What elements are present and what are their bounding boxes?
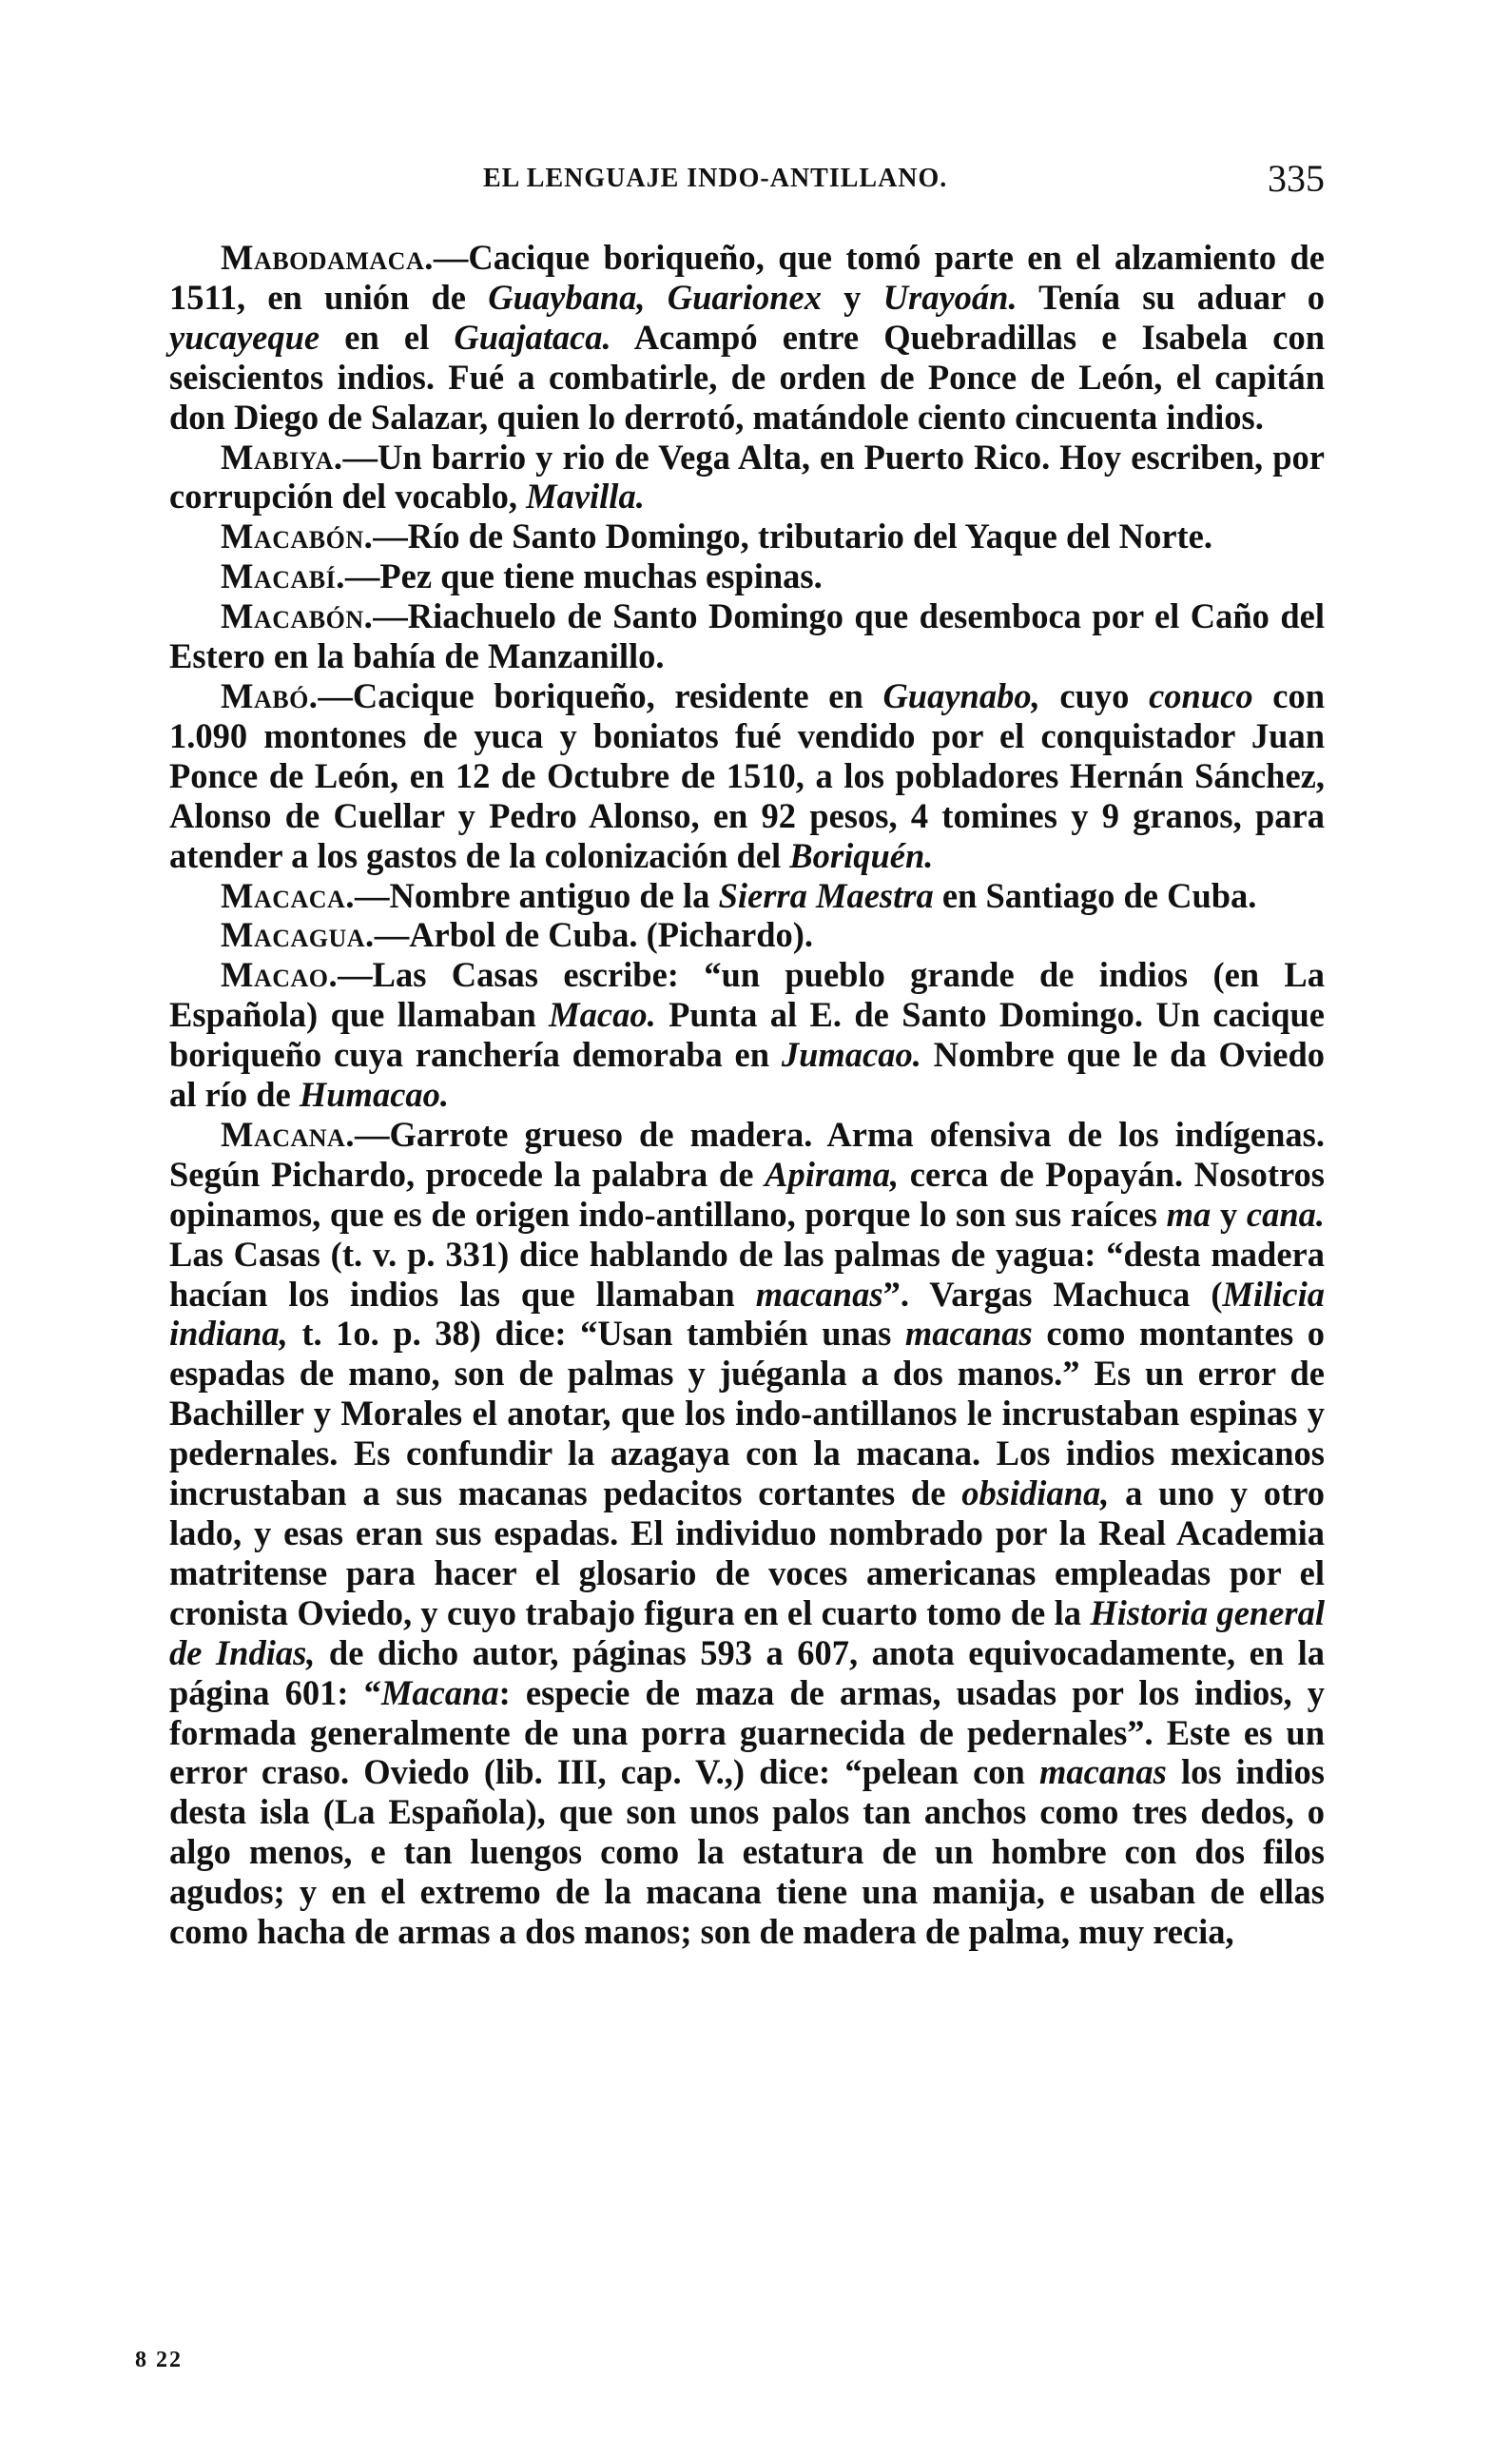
dictionary-entry bbox=[169, 1115, 1325, 1952]
entry-text: —Un barrio y rio de Vega Alta, en Puerto Rico. Hoy escriben, por corrupción del vocablo, bbox=[169, 437, 1325, 517]
italic-term: macanas bbox=[755, 1274, 883, 1314]
dictionary-entry bbox=[169, 556, 1325, 596]
italic-term: Guaynabo, bbox=[882, 675, 1040, 715]
page-number: 335 bbox=[1268, 157, 1325, 200]
entry-headword: Mabó. bbox=[221, 675, 319, 715]
running-title: EL LENGUAJE INDO-ANTILLANO. bbox=[483, 164, 948, 193]
entry-text: Nombre que le da Oviedo al río de bbox=[169, 1035, 1325, 1115]
entry-text: —Las Casas escribe: “un pueblo grande de indios (en La Española) que llamaban bbox=[169, 955, 1325, 1035]
italic-term: Guajataca. bbox=[454, 317, 611, 357]
entry-headword: Mabodamaca. bbox=[221, 238, 434, 277]
dictionary-entry bbox=[169, 438, 1325, 517]
italic-term: macanas bbox=[1038, 1752, 1167, 1792]
dictionary-entry bbox=[169, 915, 1325, 955]
entry-text: los indios desta isla (La Española), que son unos palos tan anchos como tres dedos, o algo menos, e tan luengos como la estatura de un hombre con dos filos agudos; y en el extremo de la macana tiene una manija, e usaban de ellas como hacha de armas a dos manos; son de madera de palma, muy recia, bbox=[169, 1752, 1325, 1952]
italic-term: conuco bbox=[1149, 675, 1253, 715]
italic-term: Jumacao. bbox=[781, 1035, 921, 1075]
entry-text: en el bbox=[320, 317, 455, 357]
running-head bbox=[169, 157, 1325, 202]
entry-text: y bbox=[1211, 1194, 1247, 1234]
entry-text: en Santiago de Cuba. bbox=[933, 875, 1257, 915]
italic-term: Macao. bbox=[549, 995, 656, 1035]
entry-text: —Arbol de Cuba. (Pichardo). bbox=[374, 915, 814, 955]
entry-text: Acampó entre Quebradillas e Isabela con seiscientos indios. Fué a combatirle, de orden de Ponce de León, el capitán don Diego de Salazar, quien lo derrotó, matándole ciento cincuenta indios. bbox=[169, 317, 1326, 437]
italic-term: Apirama, bbox=[765, 1154, 900, 1194]
italic-term: macanas bbox=[904, 1314, 1033, 1354]
entry-headword: Macagua. bbox=[221, 915, 375, 955]
italic-term: Guaybana, Guarionex bbox=[488, 277, 822, 317]
italic-term: Historia general de Indias, bbox=[169, 1592, 1325, 1672]
entry-text: t. 1o. p. 38) dice: “Usan también unas bbox=[287, 1314, 905, 1354]
italic-term: Sierra Maestra bbox=[718, 875, 934, 915]
italic-term: Boriquén. bbox=[789, 835, 934, 875]
printer-signature: 8 22 bbox=[135, 2348, 183, 2372]
dictionary-entry bbox=[169, 596, 1325, 676]
italic-term: ma bbox=[1166, 1194, 1212, 1234]
entry-headword: Mabiya. bbox=[221, 437, 343, 477]
dictionary-entry bbox=[169, 955, 1325, 1115]
entry-text: Las Casas (t. v. p. 331) dice hablando de las palmas de yagua: “desta madera hacían los indios las que llamaban bbox=[169, 1234, 1325, 1314]
entry-text: a uno y otro lado, y esas eran sus espadas. El individuo nombrado por la Real Academia matritense para hacer el glosario de voces americanas empleadas por el cronista Oviedo, y cuyo trabajo figura en el cuarto tomo de la bbox=[169, 1473, 1325, 1632]
entry-text: como montantes o espadas de mano, son de palmas y juéganla a dos manos.” Es un error de Bachiller y Morales el anotar, que los indo-antillanos le incrustaban espinas y pedernales. Es confundir la azagaya con la macana. Los indios mexicanos incrustaban a sus macanas pedacitos cortantes de bbox=[169, 1314, 1325, 1513]
entry-text: —Nombre antiguo de la bbox=[354, 875, 719, 915]
entry-text: —Garrote grueso de madera. Arma ofensiva de los indígenas. Según Pichardo, procede la palabra de bbox=[169, 1114, 1325, 1194]
entry-text: cerca de Popayán. Nosotros opinamos, que es de origen indo-antillano, porque lo son sus raíces bbox=[169, 1154, 1325, 1234]
italic-term: yucayeque bbox=[169, 317, 320, 357]
italic-term: Milicia indiana, bbox=[169, 1274, 1325, 1354]
entry-text: : especie de maza de armas, usadas por los indios, y formada generalmente de una porra guarnecida de pedernales”. Este es un error craso. Oviedo (lib. III, cap. V.,) dice: “pelean con bbox=[169, 1672, 1326, 1792]
entry-text: —Cacique boriqueño, residente en bbox=[318, 675, 883, 715]
italic-term: Mavilla. bbox=[526, 477, 645, 517]
entry-text: —Río de Santo Domingo, tributario del Yaque del Norte. bbox=[373, 517, 1213, 556]
entry-text: de dicho autor, páginas 593 a 607, anota equivocadamente, en la página 601: “ bbox=[169, 1632, 1325, 1712]
entry-headword: Macana. bbox=[221, 1114, 355, 1154]
entry-text: Tenía su aduar o bbox=[1017, 277, 1326, 317]
entry-text: —Cacique boriqueño, que tomó parte en el alzamiento de 1511, en unión de bbox=[169, 238, 1325, 317]
entry-headword: Macabí. bbox=[221, 556, 345, 596]
entry-headword: Macabón. bbox=[221, 596, 374, 636]
italic-term: Urayoán. bbox=[882, 277, 1018, 317]
dictionary-entry bbox=[169, 676, 1325, 876]
italic-term: cana. bbox=[1246, 1194, 1326, 1234]
entry-headword: Macaca. bbox=[221, 875, 355, 915]
italic-term: Humacao. bbox=[299, 1075, 450, 1115]
entry-headword: Macabón. bbox=[221, 517, 374, 556]
dictionary-entry bbox=[169, 876, 1325, 916]
entry-text: —Pez que tiene muchas espinas. bbox=[344, 556, 823, 596]
entry-text: cuyo bbox=[1039, 675, 1150, 715]
italic-term: Macana bbox=[380, 1672, 499, 1712]
entry-text: —Riachuelo de Santo Domingo que desemboca por el Caño del Estero en la bahía de Manzanillo. bbox=[169, 596, 1325, 676]
dictionary-entries bbox=[169, 238, 1325, 1952]
dictionary-entry bbox=[169, 517, 1325, 556]
entry-text: con 1.090 montones de yuca y boniatos fué vendido por el conquistador Juan Ponce de León, en 12 de Octubre de 1510, a los pobladores Hernán Sánchez, Alonso de Cuellar y Pedro Alonso, en 92 pesos, 4 tomines y 9 granos, para atender a los gastos de la colonización del bbox=[169, 675, 1326, 875]
entry-text: Punta al E. de Santo Domingo. Un cacique boriqueño cuya ranchería demoraba en bbox=[169, 995, 1325, 1075]
dictionary-entry bbox=[169, 238, 1325, 438]
italic-term: obsidiana, bbox=[961, 1473, 1110, 1513]
entry-text: ”. Vargas Machuca ( bbox=[882, 1274, 1223, 1314]
entry-headword: Macao. bbox=[221, 955, 339, 995]
entry-text: y bbox=[821, 277, 883, 317]
